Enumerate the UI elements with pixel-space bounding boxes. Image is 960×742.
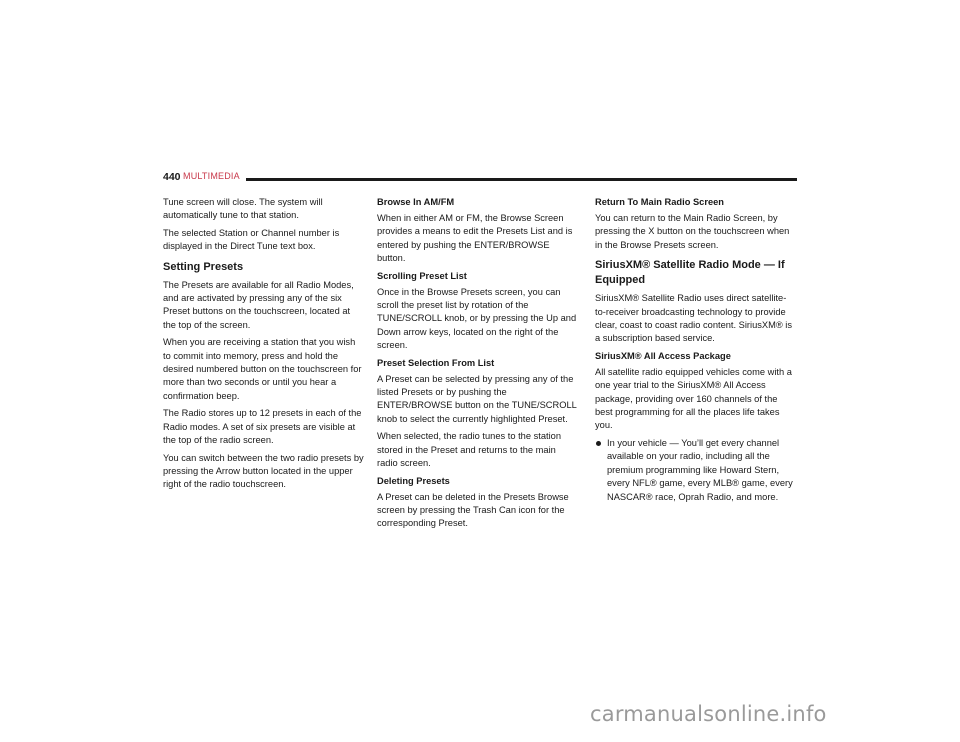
paragraph: When you are receiving a station that you wish to commit into memory, press and hold the desired numbered button on the touchscreen for more than two seconds or until you hear a confirmation beep. [163, 337, 362, 401]
paragraph: When selected, the radio tunes to the station stored in the Preset and returns to the main radio screen. [377, 431, 561, 469]
header-rule [246, 178, 797, 181]
heading-browse-am-fm: Browse In AM/FM [377, 197, 455, 207]
paragraph: SiriusXM® Satellite Radio uses direct satellite-to-receiver broadcasting technology to provide clear, coast to coast radio content. SiriusXM® is a subscription based service. [595, 293, 793, 344]
column-2 [377, 196, 579, 535]
heading-siriusxm-mode: SiriusXM® Satellite Radio Mode — If Equipped [595, 259, 785, 287]
heading-preset-selection: Preset Selection From List [377, 357, 495, 368]
page-number: 440 [163, 171, 181, 183]
paragraph: Once in the Browse Presets screen, you can scroll the preset list by rotation of the TUNE/SCROLL knob, or by pressing the Up and Down arrow keys, located on the right of the screen. [377, 286, 577, 351]
section-title: MULTIMEDIA [183, 171, 240, 181]
column-1 [163, 196, 365, 496]
list-item [595, 437, 797, 504]
page-header [163, 171, 797, 187]
bullet-icon [596, 441, 601, 446]
bullet-list [595, 437, 797, 504]
heading-all-access-package: SiriusXM® All Access Package [595, 350, 731, 361]
watermark: carmanualsonline.info [590, 702, 827, 726]
paragraph: The Radio stores up to 12 presets in each of the Radio modes. A set of six presets are visible at the top of the radio screen. [163, 408, 362, 446]
list-item-text: In your vehicle — You’ll get every channel available on your radio, including all the premium programming like Howard Stern, every NFL® game, every MLB® game, every NASCAR® race, Oprah Radio, and more. [607, 437, 793, 502]
paragraph: All satellite radio equipped vehicles come with a one year trial to the SiriusXM® All Access package, providing over 160 channels of the best programming for all the places life takes you. [595, 366, 792, 431]
paragraph: Tune screen will close. The system will automatically tune to that station. [163, 197, 323, 221]
paragraph: When in either AM or FM, the Browse Screen provides a means to edit the Presets List and is entered by pushing the ENTER/BROWSE button. [377, 213, 573, 264]
column-3 [595, 196, 797, 508]
heading-return-main-radio: Return To Main Radio Screen [595, 197, 724, 207]
paragraph: The Presets are available for all Radio Modes, and are activated by pressing any of the six Preset buttons on the touchscreen, located at the top of the screen. [163, 279, 354, 330]
paragraph: A Preset can be selected by pressing any of the listed Presets or by pushing the ENTER/BROWSE button on the TUNE/SCROLL knob to select the currently highlighted Preset. [377, 373, 577, 424]
heading-deleting-presets: Deleting Presets [377, 475, 450, 486]
paragraph: You can switch between the two radio presets by pressing the Arrow button located in the upper right of the radio touchscreen. [163, 452, 364, 490]
paragraph: A Preset can be deleted in the Presets Browse screen by pressing the Trash Can icon for the corresponding Preset. [377, 491, 569, 529]
paragraph: The selected Station or Channel number is displayed in the Direct Tune text box. [163, 227, 340, 252]
paragraph: You can return to the Main Radio Screen, by pressing the X button on the touchscreen when in the Browse Presets screen. [595, 213, 790, 250]
heading-scrolling-preset-list: Scrolling Preset List [377, 270, 467, 281]
heading-setting-presets: Setting Presets [163, 260, 244, 273]
